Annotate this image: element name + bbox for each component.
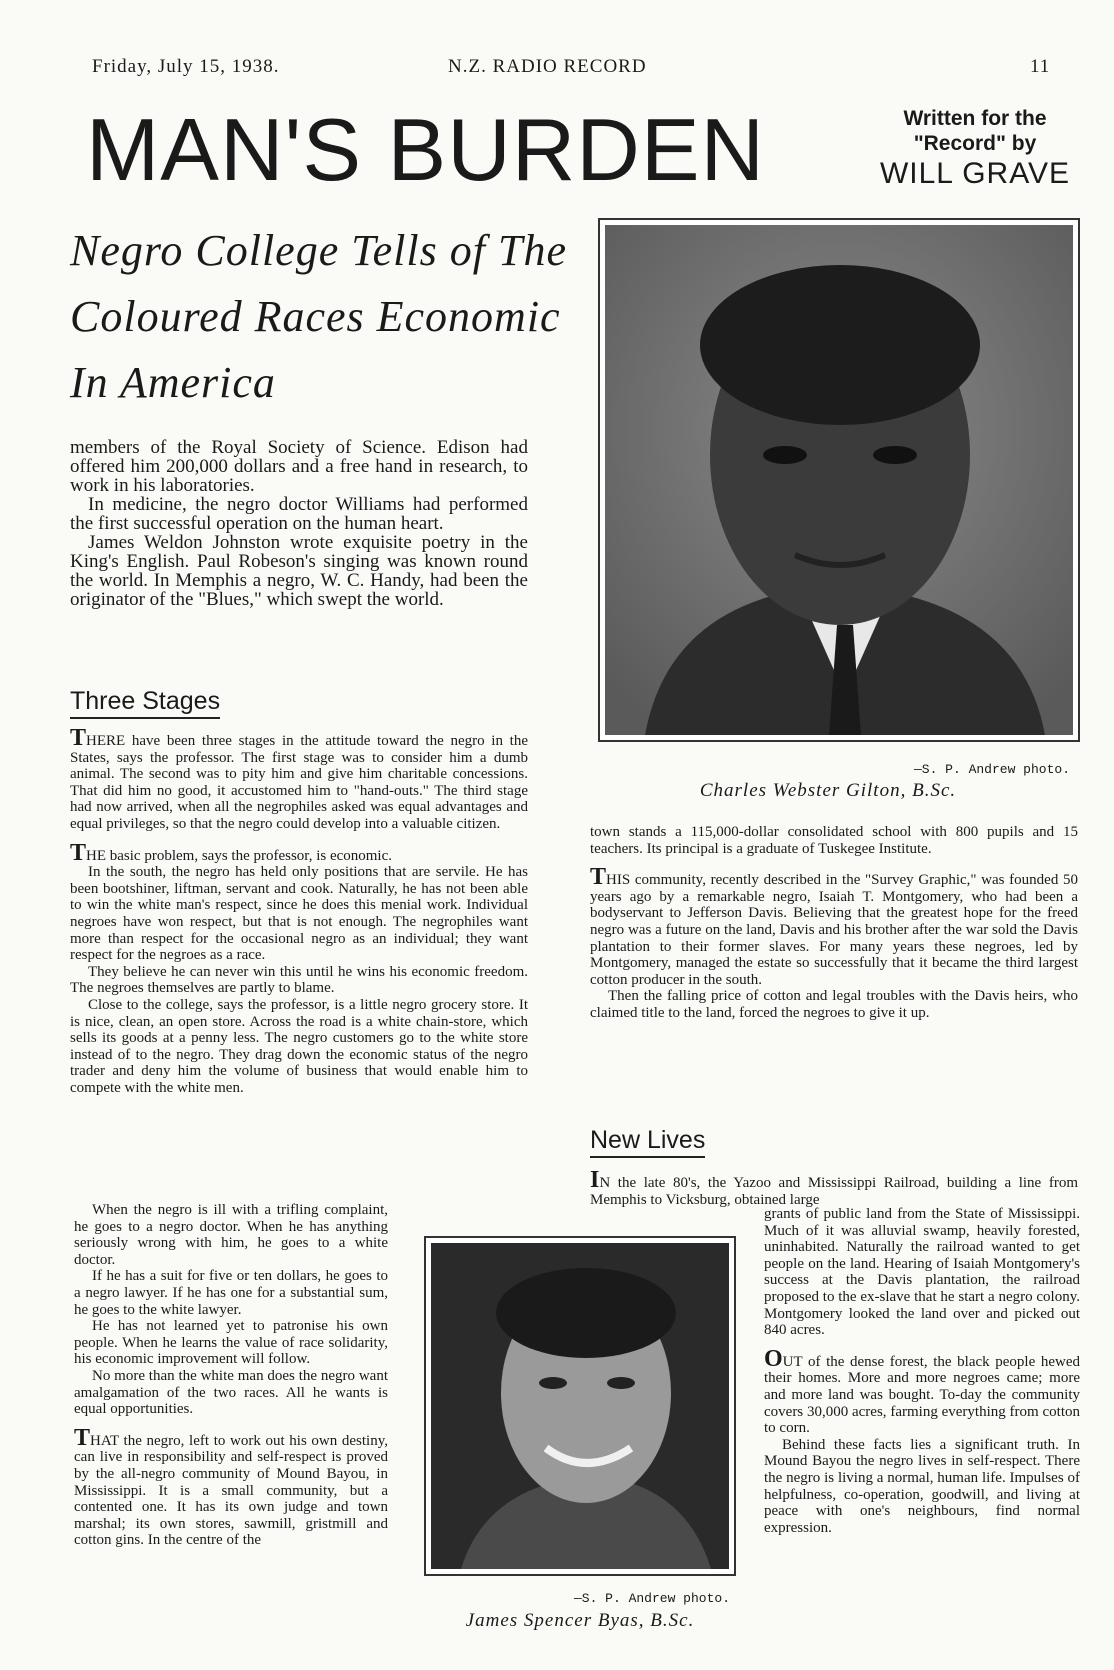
paragraph: When the negro is ill with a trifling complaint, he goes to a negro doctor. When he has anything seriously wrong with him, he goes to a white doctor.	[74, 1202, 388, 1268]
photo-charles-webster-gilton	[598, 218, 1080, 742]
page-number: 11	[1030, 56, 1051, 77]
portrait-image	[431, 1243, 729, 1569]
paragraph: OUT of the dense forest, the black people hewed their homes. More and more negroes came; more and more land was bought. To-day the community covers 30,000 acres, farming everything from cotton to corn.	[764, 1345, 1080, 1437]
byline	[860, 106, 1090, 192]
subhead-line: In America	[70, 358, 276, 407]
paragraph: THERE have been three stages in the attitude toward the negro in the States, says the professor. The first stage was to consider him a dumb animal. The second was to pity him and give him charitable concessions. That did him no good, it accustomed him to "hand-outs." The third stage had now arrived, when all the negrophiles asked was equal advantages and equal privileges, so that the negro could develop into a valuable citizen.	[70, 725, 528, 832]
photo-caption: James Spencer Byas, B.Sc.	[465, 1610, 695, 1631]
photo-credit: —S. P. Andrew photo.	[913, 762, 1070, 777]
right-column-text	[590, 824, 1078, 1022]
subhead-line: Negro College Tells of The	[70, 226, 567, 275]
portrait-image	[605, 225, 1073, 735]
paragraph: grants of public land from the State of Mississippi. Much of it was alluvial swamp, heavily forested, uninhabited. Naturally the railroad wanted to get people on the land. Hearing of Isaiah Montgomery's success at the Davis plantation, the railroad proposed to the ex-slave that he start a negro colony. Montgomery looked the land over and picked out 840 acres.	[764, 1206, 1080, 1339]
photo-james-spencer-byas	[424, 1236, 736, 1576]
paragraph: members of the Royal Society of Science. Edison had offered him 200,000 dollars and a free hand in research, to work in his laboratories.	[70, 437, 528, 496]
paragraph: If he has a suit for five or ten dollars, he goes to a negro lawyer. If he has one for a substantial sum, he goes to the white lawyer.	[74, 1268, 388, 1318]
intro-text	[70, 438, 528, 609]
new-lives-lead	[590, 1167, 1078, 1208]
section-heading-text: New Lives	[590, 1126, 705, 1158]
paragraph: James Weldon Johnston wrote exquisite poetry in the King's English. Paul Robeson's singing was known round the world. In Memphis a negro, W. C. Handy, had been the originator of the "Blues," which swept the world.	[70, 532, 528, 610]
byline-author: WILL GRAVE	[879, 157, 1071, 190]
paragraph: In the south, the negro has held only positions that are servile. He has been bootshiner, liftman, servant and cook. Naturally, he has not been able to win the white man's respect, since he does this menial work. Individual negroes have won respect, but that is not enough. The negrophiles want more than respect for the occasional negro as an individual; they want respect for the negroes as a race.	[70, 864, 528, 964]
paragraph: IN the late 80's, the Yazoo and Mississippi Railroad, building a line from Memphis to Vicksburg, obtained large	[590, 1167, 1078, 1208]
photo-caption: Charles Webster Gilton, B.Sc.	[699, 780, 957, 801]
paragraph: In medicine, the negro doctor Williams had performed the first successful operation on the human heart.	[70, 494, 528, 534]
section-heading-new-lives	[590, 1126, 705, 1158]
three-stages-text	[70, 725, 528, 1096]
byline-line2: "Record" by	[913, 132, 1037, 155]
paragraph: Close to the college, says the professor, is a little negro grocery store. It is nice, clean, an open store. Across the road is a white chain-store, which sells its goods at a penny less. The negro customers go to the white store instead of to the negro. They drag down the economic status of the negro trader and deny him the volume of business that would enable him to compete with the white men.	[70, 996, 528, 1096]
paragraph: THIS community, recently described in the "Survey Graphic," was founded 50 years ago by a remarkable negro, Isaiah T. Montgomery, who had been a bodyservant to Jefferson Davis. Believing that the greatest hope for the freed negro was a future on the land, Davis and his brother after the war sold the Davis plantation to their former slaves. For many years these negroes, led by Montgomery, managed the estate so successfully that it became the third largest cotton producer in the south.	[590, 864, 1078, 988]
three-stages-narrow-text	[74, 1202, 388, 1549]
paragraph: They believe he can never win this until he wins his economic freedom. The negroes themselves are partly to blame.	[70, 963, 528, 997]
subhead-line: Coloured Races Economic	[70, 292, 561, 341]
byline-line1: Written for the	[903, 107, 1047, 130]
section-heading-three-stages	[70, 687, 220, 719]
portrait-illustration	[431, 1243, 729, 1569]
headline: MAN'S BURDEN	[86, 100, 766, 199]
paragraph: Then the falling price of cotton and legal troubles with the Davis heirs, who claimed title to the land, forced the negroes to give it up.	[590, 988, 1078, 1021]
paragraph: THE basic problem, says the professor, is economic.	[70, 839, 393, 866]
paragraph: No more than the white man does the negro want amalgamation of the two races. All he wants is equal opportunities.	[74, 1367, 388, 1418]
paragraph: He has not learned yet to patronise his own people. When he learns the value of race solidarity, his economic improvement will follow.	[74, 1318, 388, 1368]
subheadline	[70, 218, 580, 416]
new-lives-narrow-text	[764, 1206, 1080, 1536]
paragraph: town stands a 115,000-dollar consolidated school with 800 pupils and 15 teachers. Its principal is a graduate of Tuskegee Institute.	[590, 824, 1078, 857]
portrait-illustration	[605, 225, 1073, 735]
section-heading-text: Three Stages	[70, 687, 220, 719]
paragraph: Behind these facts lies a significant truth. In Mound Bayou the negro lives in self-respect. There the negro is living a normal, human life. Impulses of helpfulness, co-operation, goodwill, and living at peace with one's neighbours, find normal expression.	[764, 1436, 1080, 1536]
issue-date: Friday, July 15, 1938.	[92, 56, 280, 77]
photo-credit: —S. P. Andrew photo.	[573, 1591, 730, 1606]
paragraph: THAT the negro, left to work out his own destiny, can live in responsibility and self-respect is proved by the all-negro community of Mound Bayou, in Mississippi. It is a small community, but a contented one. It has its own judge and town marshal; its own stores, sawmill, gristmill and cotton gins. In the centre of the	[74, 1424, 388, 1549]
publication-name: N.Z. RADIO RECORD	[448, 56, 647, 77]
